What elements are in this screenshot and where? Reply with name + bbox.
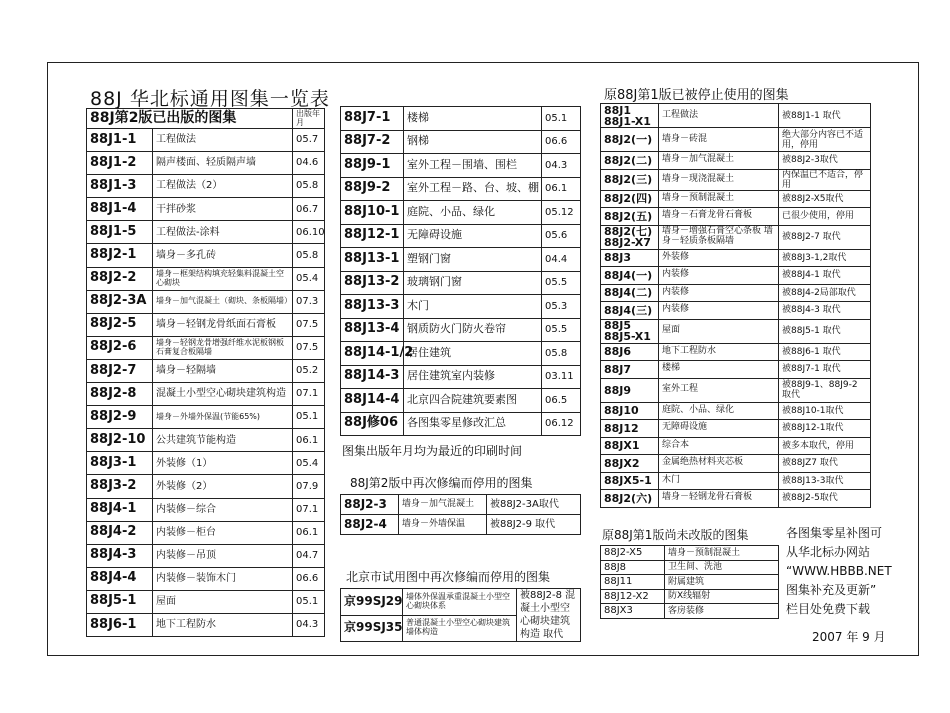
atlas-name: 北京四合院建筑要素图 [404, 389, 542, 413]
atlas-name: 外装修（1） [153, 452, 293, 475]
atlas-code: 京99SJ29 [341, 589, 403, 616]
atlas-name: 屋面 [659, 319, 779, 343]
table-row [87, 244, 325, 267]
publish-date: 04.3 [293, 613, 325, 636]
atlas-code: 88J2-4 [341, 515, 399, 535]
atlas-code: 88J2-X5 [601, 546, 665, 561]
atlas-code: 88J13-3 [341, 295, 404, 319]
table-row [341, 130, 581, 154]
atlas-code: 88J10-1 [341, 201, 404, 225]
atlas-status: 被多本取代，停用 [779, 437, 871, 455]
table-row [601, 267, 871, 285]
publish-date: 05.12 [542, 201, 581, 225]
table-row [87, 498, 325, 521]
note-line: 从华北标办网站 [786, 545, 871, 559]
table-row [601, 208, 871, 226]
publish-date: 06.1 [542, 177, 581, 201]
publish-date: 06.1 [293, 521, 325, 544]
atlas-status: 被88J1-1 取代 [779, 104, 871, 128]
atlas-code: 88J7 [601, 361, 659, 379]
atlas-status: 被88J3-1,2取代 [779, 249, 871, 267]
atlas-code: 88JX3 [601, 604, 665, 619]
atlas-name: 卫生间、洗池 [665, 560, 779, 575]
table-row [87, 521, 325, 544]
reissued-caption: 88J第2版中再次修编而停用的图集 [350, 476, 533, 490]
atlas-status: 被88J12-1取代 [779, 420, 871, 438]
atlas-name: 塑钢门窗 [404, 248, 542, 272]
atlas-code: 88J13-2 [341, 271, 404, 295]
table-row [601, 589, 779, 604]
table-row [87, 567, 325, 590]
table-row [341, 589, 581, 616]
table-row [341, 318, 581, 342]
beijing-trial-table [340, 588, 581, 642]
atlas-code: 88J4(三) [601, 302, 659, 320]
table-row [601, 190, 871, 208]
table-row [87, 429, 325, 452]
publish-date: 04.6 [293, 152, 325, 175]
atlas-name: 内装修－综合 [153, 498, 293, 521]
table-row [341, 295, 581, 319]
publish-date: 05.8 [542, 342, 581, 366]
atlas-code: 88J2-3 [341, 495, 399, 515]
atlas-name: 公共建筑节能构造 [153, 429, 293, 452]
atlas-name: 地下工程防水 [153, 613, 293, 636]
table-row [341, 515, 581, 535]
table-row [87, 613, 325, 636]
atlas-name: 玻璃钢门窗 [404, 271, 542, 295]
atlas-name: 墙身－框架结构填充轻集料混凝土空心砌块 [153, 267, 293, 290]
atlas-status: 被88J7-1 取代 [779, 361, 871, 379]
publish-date: 05.5 [542, 318, 581, 342]
publish-date: 04.3 [542, 154, 581, 178]
table-row [87, 383, 325, 406]
atlas-code: 88J2-2 [87, 267, 153, 290]
unrevised-caption: 原88J第1版尚未改版的图集 [602, 528, 749, 542]
table-row [341, 495, 581, 515]
atlas-status: 被88J4-1 取代 [779, 267, 871, 285]
publish-date: 05.8 [293, 244, 325, 267]
publish-date: 03.11 [542, 365, 581, 389]
atlas-code: 88J4(一) [601, 267, 659, 285]
atlas-name: 墙身－增强石膏空心条板 墙身－轻质条板隔墙 [659, 225, 779, 249]
publish-date: 07.5 [293, 313, 325, 336]
atlas-status: 被88J13-3取代 [779, 472, 871, 490]
atlas-code: 88J2-5 [87, 313, 153, 336]
atlas-code: 88J14-3 [341, 365, 404, 389]
atlas-code: 88J9-1 [341, 154, 404, 178]
atlas-name: 墙身－外墙保温 [399, 515, 487, 535]
table-row [87, 198, 325, 221]
atlas-name: 内装修－吊顶 [153, 544, 293, 567]
atlas-name: 墙身－加气混凝土（砌块、条板隔墙） [153, 290, 293, 313]
table-row [341, 412, 581, 436]
atlas-code: 88J2-8 [87, 383, 153, 406]
atlas-name: 各图集零星修改汇总 [404, 412, 542, 436]
publish-date: 05.2 [293, 359, 325, 382]
atlas-code: 88J2-10 [87, 429, 153, 452]
atlas-code: 88J4-1 [87, 498, 153, 521]
atlas-status: 被88J6-1 取代 [779, 343, 871, 361]
table-row [601, 402, 871, 420]
publish-date: 05.1 [542, 107, 581, 131]
atlas-name: 墙身－外墙外保温(节能65%) [153, 406, 293, 429]
published-atlas-table [86, 108, 325, 637]
table-row [601, 302, 871, 320]
publish-date: 07.5 [293, 336, 325, 359]
table-row [341, 177, 581, 201]
publish-date: 05.8 [293, 175, 325, 198]
table-row [341, 107, 581, 131]
note-line: 图集补充及更新” [786, 583, 877, 597]
atlas-name: 墙身－预制混凝土 [665, 546, 779, 561]
atlas-code: 88J3-2 [87, 475, 153, 498]
atlas-name: 无障碍设施 [659, 420, 779, 438]
publish-date: 05.1 [293, 406, 325, 429]
atlas-status: 被88J5-1 取代 [779, 319, 871, 343]
atlas-code: 88J13-1 [341, 248, 404, 272]
atlas-name: 干拌砂浆 [153, 198, 293, 221]
publish-date: 06.10 [293, 221, 325, 244]
table-row [87, 452, 325, 475]
atlas-name: 综合本 [659, 437, 779, 455]
atlas-name: 工程做法 [659, 104, 779, 128]
table-row [601, 575, 779, 590]
atlas-name: 钢梯 [404, 130, 542, 154]
atlas-name: 墙身－多孔砖 [153, 244, 293, 267]
atlas-name: 内装修 [659, 267, 779, 285]
atlas-code: 88J4-4 [87, 567, 153, 590]
publish-date: 05.4 [293, 267, 325, 290]
atlas-status: 被88J2-3取代 [779, 152, 871, 170]
atlas-status: 被88J2-X5取代 [779, 190, 871, 208]
atlas-name: 外装修 [659, 249, 779, 267]
table-row [601, 490, 871, 508]
atlas-name: 金属绝热材料夹芯板 [659, 455, 779, 473]
table-row [87, 290, 325, 313]
table-row [341, 201, 581, 225]
atlas-name: 墙身－砖混 [659, 128, 779, 152]
reissued-table [340, 494, 581, 535]
table-row [601, 604, 779, 619]
atlas-name: 屋面 [153, 590, 293, 613]
atlas-name: 工程做法 [153, 129, 293, 152]
table-row [601, 560, 779, 575]
atlas-name: 无障碍设施 [404, 224, 542, 248]
atlas-code: 88J1-5 [87, 221, 153, 244]
table-row [601, 284, 871, 302]
atlas-code: 88J9 [601, 378, 659, 402]
atlas-code: 88J1-4 [87, 198, 153, 221]
table-row [601, 319, 871, 343]
table-row [601, 343, 871, 361]
page-title: 88J 华北标通用图集一览表 [90, 88, 330, 110]
note-line: “WWW.HBBB.NET [786, 564, 892, 578]
atlas-code: 京99SJ35 [341, 615, 403, 642]
atlas-name: 楼梯 [404, 107, 542, 131]
unrevised-table [600, 545, 779, 619]
atlas-code: 88J5-1 [87, 590, 153, 613]
published-atlas-table-2 [340, 106, 581, 436]
atlas-name: 木门 [404, 295, 542, 319]
atlas-name: 居住建筑室内装修 [404, 365, 542, 389]
atlas-name: 地下工程防水 [659, 343, 779, 361]
atlas-code: 88J2-6 [87, 336, 153, 359]
publish-date: 04.4 [542, 248, 581, 272]
atlas-code: 88J1-1 [87, 129, 153, 152]
atlas-name: 楼梯 [659, 361, 779, 379]
table-row [601, 437, 871, 455]
atlas-code: 88J14-4 [341, 389, 404, 413]
atlas-name: 居住建筑 [404, 342, 542, 366]
table-row [341, 154, 581, 178]
table-row [87, 544, 325, 567]
publish-date: 04.7 [293, 544, 325, 567]
atlas-name: 内装修 [659, 284, 779, 302]
atlas-code: 88J10 [601, 402, 659, 420]
atlas-code: 88J4-3 [87, 544, 153, 567]
atlas-code: 88JX1 [601, 437, 659, 455]
table-row [601, 420, 871, 438]
atlas-status: 被88J9-1、88J9-2 取代 [779, 378, 871, 402]
atlas-code: 88J4(二) [601, 284, 659, 302]
atlas-name: 钢质防火门防火卷帘 [404, 318, 542, 342]
atlas-code: 88J3-1 [87, 452, 153, 475]
atlas-status: 被88J2-8 混凝土小型空心砌块建筑构造 取代 [517, 589, 581, 642]
table-row [601, 169, 871, 190]
atlas-code: 88J2-7 [87, 359, 153, 382]
table-row [341, 389, 581, 413]
atlas-name: 室外工程－围墙、围栏 [404, 154, 542, 178]
atlas-name: 墙身－轻隔墙 [153, 359, 293, 382]
atlas-code: 88J6 [601, 343, 659, 361]
atlas-code: 88J9-2 [341, 177, 404, 201]
atlas-name: 庭院、小品、绿化 [404, 201, 542, 225]
atlas-code: 88J2(五) [601, 208, 659, 226]
publish-date: 05.4 [293, 452, 325, 475]
atlas-code: 88J修06 [341, 412, 404, 436]
atlas-name: 工程做法-涂料 [153, 221, 293, 244]
publish-date: 07.3 [293, 290, 325, 313]
table-row [341, 365, 581, 389]
issue-date: 2007 年 9 月 [812, 630, 886, 644]
atlas-code: 88J12-1 [341, 224, 404, 248]
table-row [87, 475, 325, 498]
atlas-name: 内装修－装饰木门 [153, 567, 293, 590]
atlas-name: 墙身－现浇混凝土 [659, 169, 779, 190]
atlas-code: 88J11 [601, 575, 665, 590]
atlas-name: 外装修（2） [153, 475, 293, 498]
table-row [341, 224, 581, 248]
publish-date: 05.3 [542, 295, 581, 319]
atlas-status: 已很少使用，停用 [779, 208, 871, 226]
atlas-status: 绝大部分内容已不适用，停用 [779, 128, 871, 152]
published-header: 88J第2版已出版的图集 [87, 109, 293, 129]
publish-date: 06.7 [293, 198, 325, 221]
atlas-name: 普通混凝土小型空心砌块建筑墙体构造 [403, 615, 517, 642]
table-row [87, 406, 325, 429]
atlas-code: 88J1-2 [87, 152, 153, 175]
table-row [601, 249, 871, 267]
atlas-code: 88J2-3A [87, 290, 153, 313]
table-row [87, 590, 325, 613]
table-row [601, 378, 871, 402]
atlas-name: 工程做法（2） [153, 175, 293, 198]
atlas-code: 88J12 [601, 420, 659, 438]
note-line: 栏目处免费下载 [786, 602, 871, 616]
publish-date-note: 图集出版年月均为最近的印刷时间 [342, 444, 523, 458]
atlas-code: 88J1 88J1-X1 [601, 104, 659, 128]
atlas-status: 被88JZ7 取代 [779, 455, 871, 473]
atlas-code: 88J7-1 [341, 107, 404, 131]
table-row [87, 221, 325, 244]
atlas-code: 88J8 [601, 560, 665, 575]
atlas-code: 88J2(七) 88J2-X7 [601, 225, 659, 249]
atlas-code: 88J7-2 [341, 130, 404, 154]
publish-date: 07.1 [293, 498, 325, 521]
atlas-name: 墙身－加气混凝土 [399, 495, 487, 515]
atlas-name: 客房装修 [665, 604, 779, 619]
atlas-status: 被88J2-3A取代 [487, 495, 581, 515]
atlas-name: 墙身－石膏龙骨石膏板 [659, 208, 779, 226]
table-row [601, 104, 871, 128]
publish-date: 06.12 [542, 412, 581, 436]
atlas-code: 88J2(四) [601, 190, 659, 208]
atlas-name: 木门 [659, 472, 779, 490]
table-row [87, 336, 325, 359]
atlas-code: 88J2(二) [601, 152, 659, 170]
table-row [87, 175, 325, 198]
atlas-status: 被88J4-3 取代 [779, 302, 871, 320]
atlas-name: 墙身－轻钢龙骨纸面石膏板 [153, 313, 293, 336]
atlas-code: 88J3 [601, 249, 659, 267]
publish-date: 07.1 [293, 383, 325, 406]
atlas-status: 被88J4-2局部取代 [779, 284, 871, 302]
discontinued-table [600, 103, 871, 508]
atlas-code: 88J5 88J5-X1 [601, 319, 659, 343]
publish-date: 06.6 [293, 567, 325, 590]
atlas-name: 墙身－预制混凝土 [659, 190, 779, 208]
atlas-status: 被88J2-7 取代 [779, 225, 871, 249]
atlas-name: 墙身－轻钢龙骨增强纤维水泥板钢板石膏复合板隔墙 [153, 336, 293, 359]
discontinued-caption: 原88J第1版已被停止使用的图集 [604, 88, 789, 103]
atlas-name: 内装修 [659, 302, 779, 320]
atlas-name: 附属建筑 [665, 575, 779, 590]
publish-date: 05.1 [293, 590, 325, 613]
atlas-name: 墙体外保温承重混凝土小型空心砌块体系 [403, 589, 517, 616]
beijing-caption: 北京市试用图中再次修编而停用的图集 [346, 570, 551, 584]
atlas-status: 被88J2-5取代 [779, 490, 871, 508]
publish-date: 05.5 [542, 271, 581, 295]
atlas-name: 庭院、小品、绿化 [659, 402, 779, 420]
atlas-status: 被88J10-1取代 [779, 402, 871, 420]
atlas-status: 内保温已不适合，停用 [779, 169, 871, 190]
table-row [87, 129, 325, 152]
atlas-code: 88J4-2 [87, 521, 153, 544]
note-line: 各图集零星补图可 [786, 526, 883, 540]
table-row [341, 248, 581, 272]
publish-date: 06.6 [542, 130, 581, 154]
publish-date-header: 出版年月 [293, 109, 325, 129]
atlas-code: 88J2(六) [601, 490, 659, 508]
download-note [786, 524, 892, 619]
atlas-code: 88J2(一) [601, 128, 659, 152]
table-row [341, 342, 581, 366]
atlas-code: 88J13-4 [341, 318, 404, 342]
atlas-code: 88J12-X2 [601, 589, 665, 604]
table-row [601, 128, 871, 152]
atlas-code: 88J2-9 [87, 406, 153, 429]
table-row [601, 361, 871, 379]
atlas-code: 88J6-1 [87, 613, 153, 636]
atlas-code: 88J2(三) [601, 169, 659, 190]
atlas-name: 室外工程 [659, 378, 779, 402]
atlas-name: 防X线辐射 [665, 589, 779, 604]
atlas-status: 被88J2-9 取代 [487, 515, 581, 535]
table-row [87, 152, 325, 175]
atlas-name: 室外工程－路、台、坡、棚 [404, 177, 542, 201]
atlas-name: 墙身－轻钢龙骨石膏板 [659, 490, 779, 508]
publish-date: 06.1 [293, 429, 325, 452]
publish-date: 06.5 [542, 389, 581, 413]
table-row [601, 225, 871, 249]
atlas-code: 88JX2 [601, 455, 659, 473]
atlas-code: 88JX5-1 [601, 472, 659, 490]
table-row [601, 455, 871, 473]
publish-date: 07.9 [293, 475, 325, 498]
atlas-name: 混凝土小型空心砌块建筑构造 [153, 383, 293, 406]
atlas-name: 内装修－柜台 [153, 521, 293, 544]
table-row [601, 472, 871, 490]
atlas-code: 88J2-1 [87, 244, 153, 267]
table-row [601, 546, 779, 561]
table-row [87, 267, 325, 290]
publish-date: 05.6 [542, 224, 581, 248]
atlas-code: 88J14-1/2 [341, 342, 404, 366]
table-row [87, 359, 325, 382]
table-row [601, 152, 871, 170]
atlas-name: 隔声楼面、轻质隔声墙 [153, 152, 293, 175]
table-row [87, 313, 325, 336]
table-row [341, 271, 581, 295]
atlas-name: 墙身－加气混凝土 [659, 152, 779, 170]
atlas-code: 88J1-3 [87, 175, 153, 198]
publish-date: 05.7 [293, 129, 325, 152]
